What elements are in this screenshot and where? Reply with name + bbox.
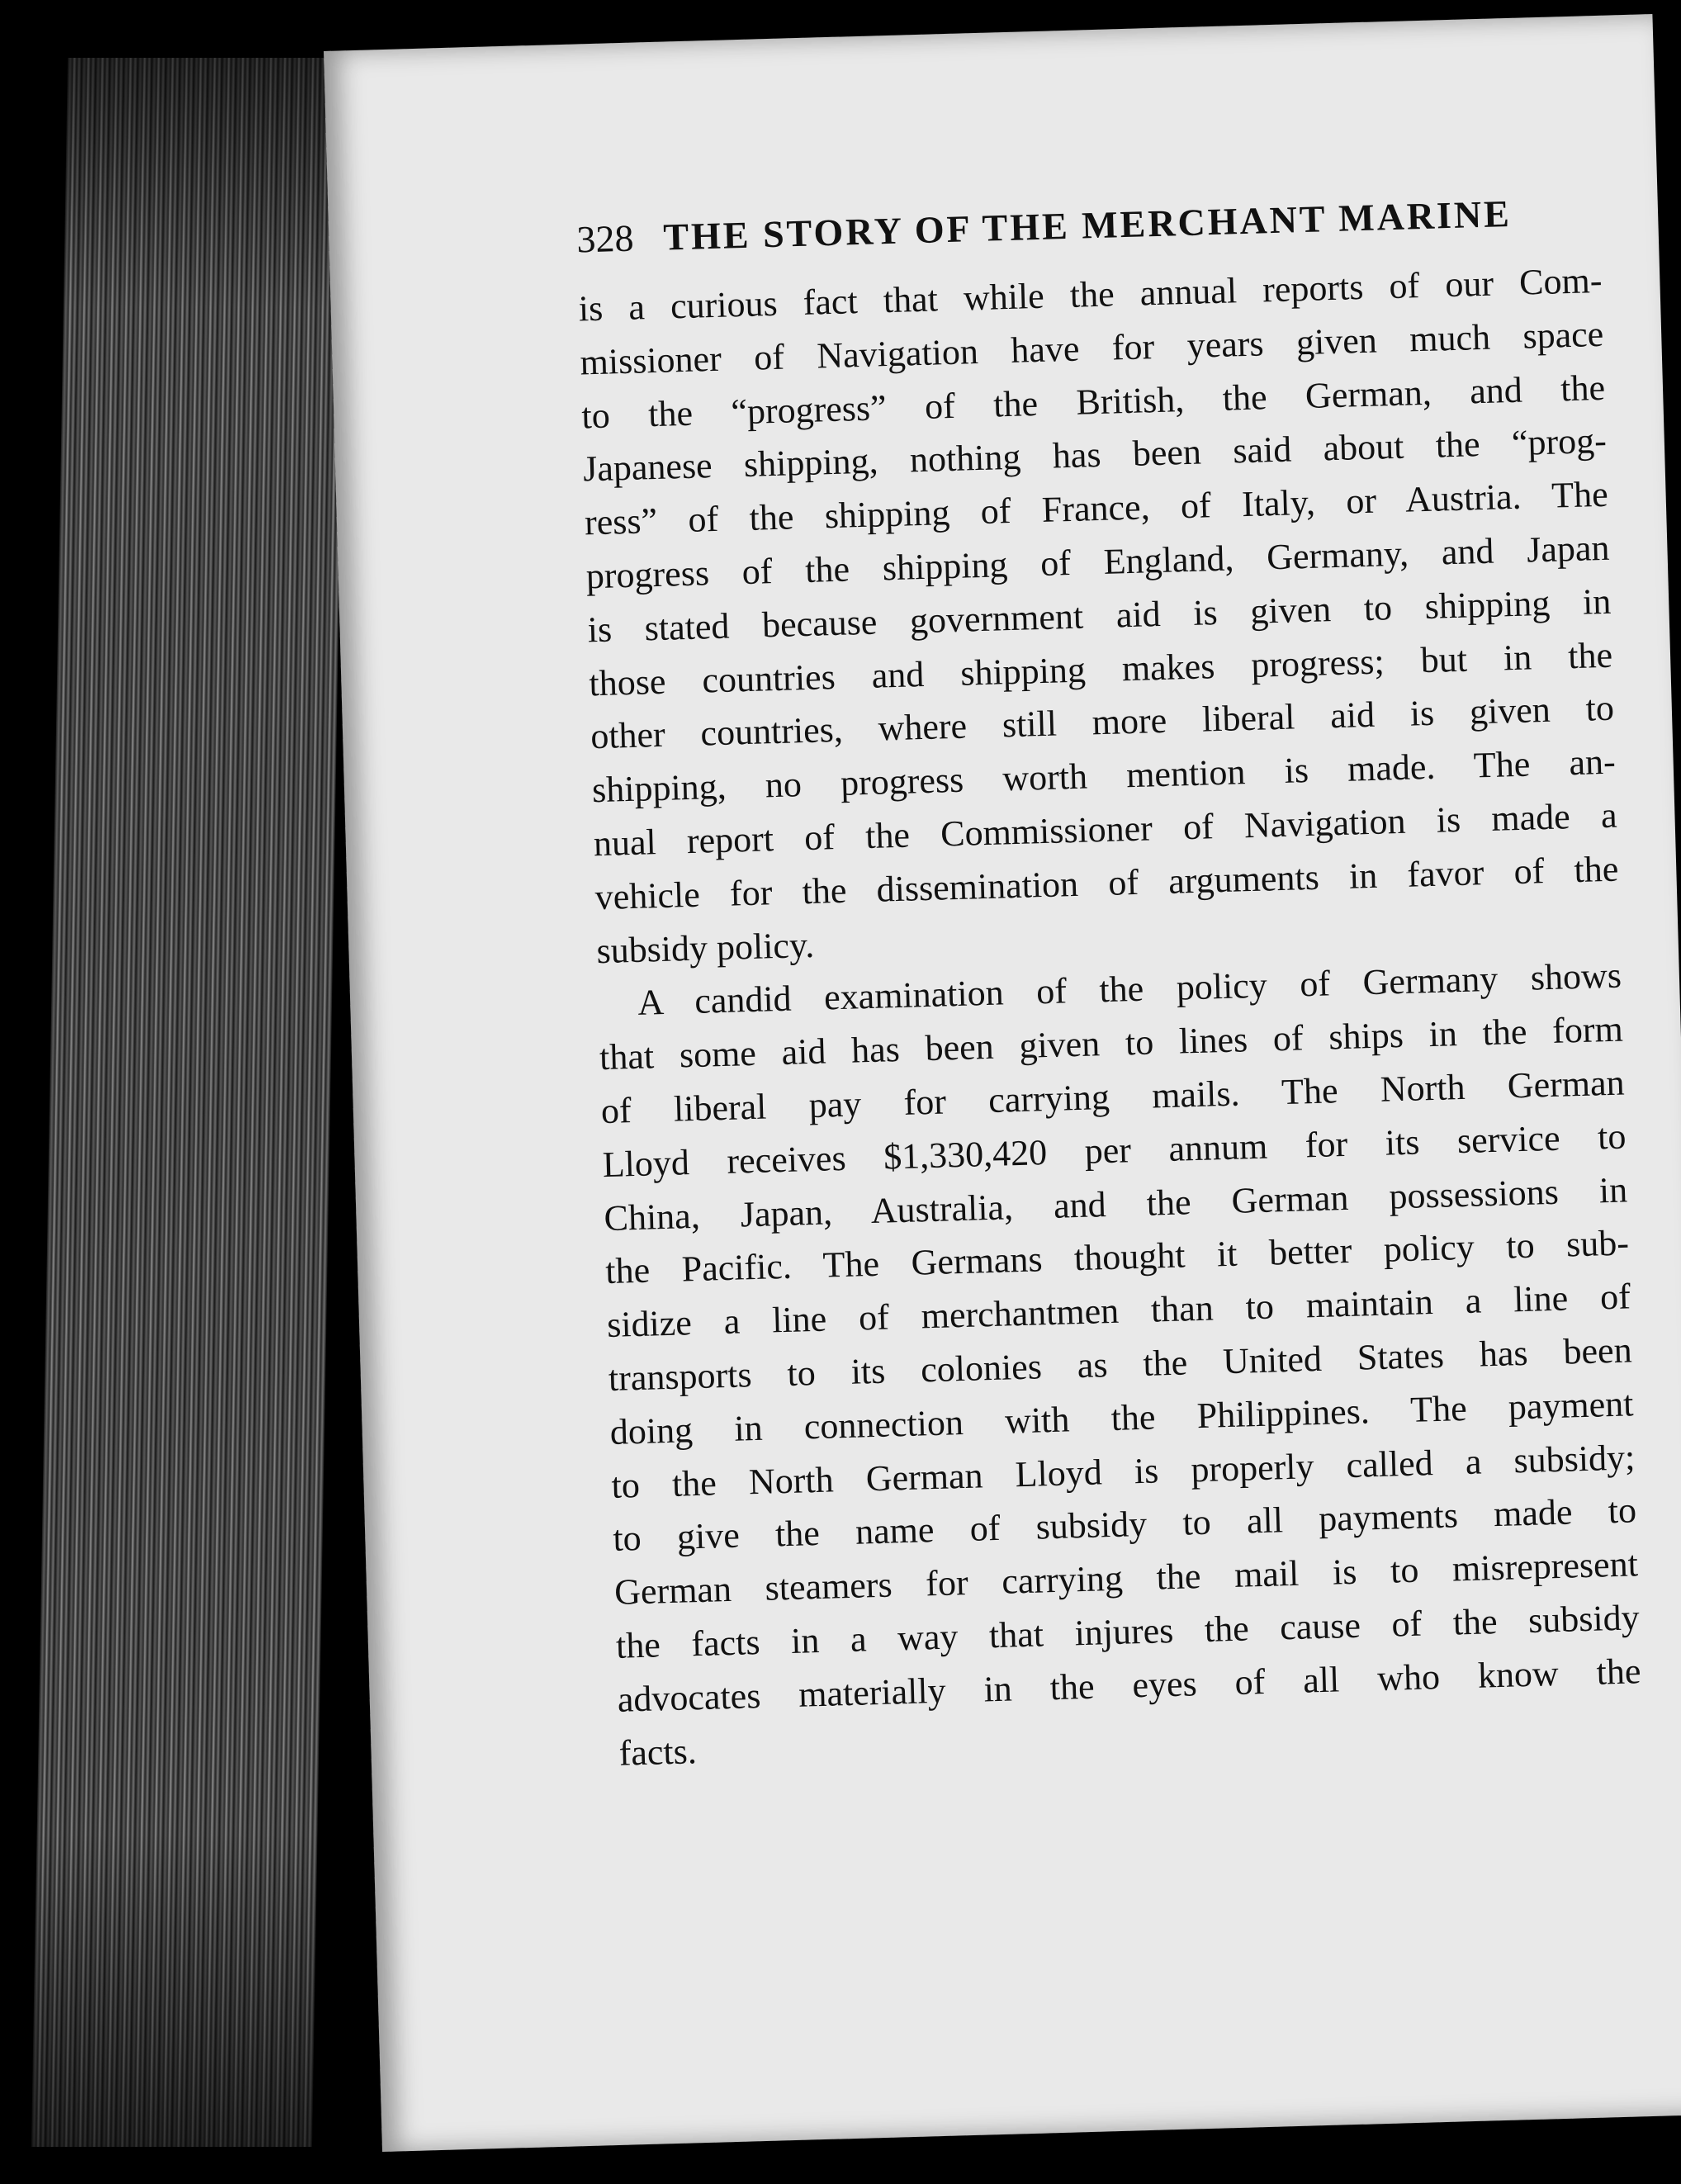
text-line: sidize a line of merchantmen than to maintain a line of [606, 1276, 1631, 1346]
text-line: is a curious fact that while the annual reports of our Com- [578, 259, 1603, 329]
text-line: of liberal pay for carrying mails. The North German [600, 1062, 1626, 1132]
page-sheet [324, 14, 1681, 2152]
text-line: to give the name of subsidy to all payments made to [612, 1490, 1637, 1560]
page-number: 328 [575, 216, 635, 261]
running-title: THE STORY OF THE MERCHANT MARINE [662, 192, 1513, 258]
text-line: missioner of Navigation have for years given much space [579, 313, 1604, 383]
text-line: progress of the shipping of England, Germany, and Japan [585, 527, 1611, 597]
body-text [578, 254, 1643, 1780]
text-line: to the North German Lloyd is properly called a subsidy; [610, 1436, 1636, 1506]
text-line: to the “progress” of the British, the German, and the [580, 367, 1606, 437]
text-line: Lloyd receives $1,330,420 per annum for its service to [602, 1116, 1627, 1185]
paragraph-1 [578, 254, 1621, 978]
paragraph-2 [597, 950, 1643, 1780]
text-line: transports to its colonies as the United States has been [608, 1329, 1633, 1399]
text-line: nual report of the Commissioner of Navigation is made a [593, 794, 1618, 865]
text-line: A candid examination of the policy of Germany shows [637, 955, 1622, 1024]
text-line: subsidy policy. [595, 924, 815, 971]
text-line: shipping, no progress worth mention is made. The an- [591, 741, 1617, 811]
text-line: China, Japan, Australia, and the German possessions in [603, 1169, 1628, 1239]
text-line: other countries, where still more liberal aid is given to [590, 688, 1615, 757]
text-line: German steamers for carrying the mail is to misrepresent [613, 1543, 1639, 1613]
text-line: facts. [618, 1730, 698, 1774]
text-line: vehicle for the dissemination of arguments in favor of the [594, 848, 1619, 917]
text-line: those countries and shipping makes progress; but in the [588, 634, 1613, 704]
running-head [576, 189, 1601, 262]
text-line: is stated because government aid is given to shipping in [587, 580, 1612, 651]
page-content [576, 189, 1643, 1780]
text-line: the facts in a way that injures the cause of the subsidy [615, 1597, 1641, 1666]
text-line: doing in connection with the Philippines. The payment [609, 1383, 1635, 1452]
text-line: ress” of the shipping of France, of Italy, or Austria. The [584, 473, 1609, 543]
text-line: advocates materially in the eyes of all who know the [617, 1650, 1642, 1720]
text-line: that some aid has been given to lines of ships in the form [599, 1008, 1624, 1078]
text-line: the Pacific. The Germans thought it better policy to sub- [604, 1222, 1630, 1292]
text-line: Japanese shipping, nothing has been said about the “prog- [582, 420, 1608, 490]
book-page-edges [31, 58, 348, 2147]
